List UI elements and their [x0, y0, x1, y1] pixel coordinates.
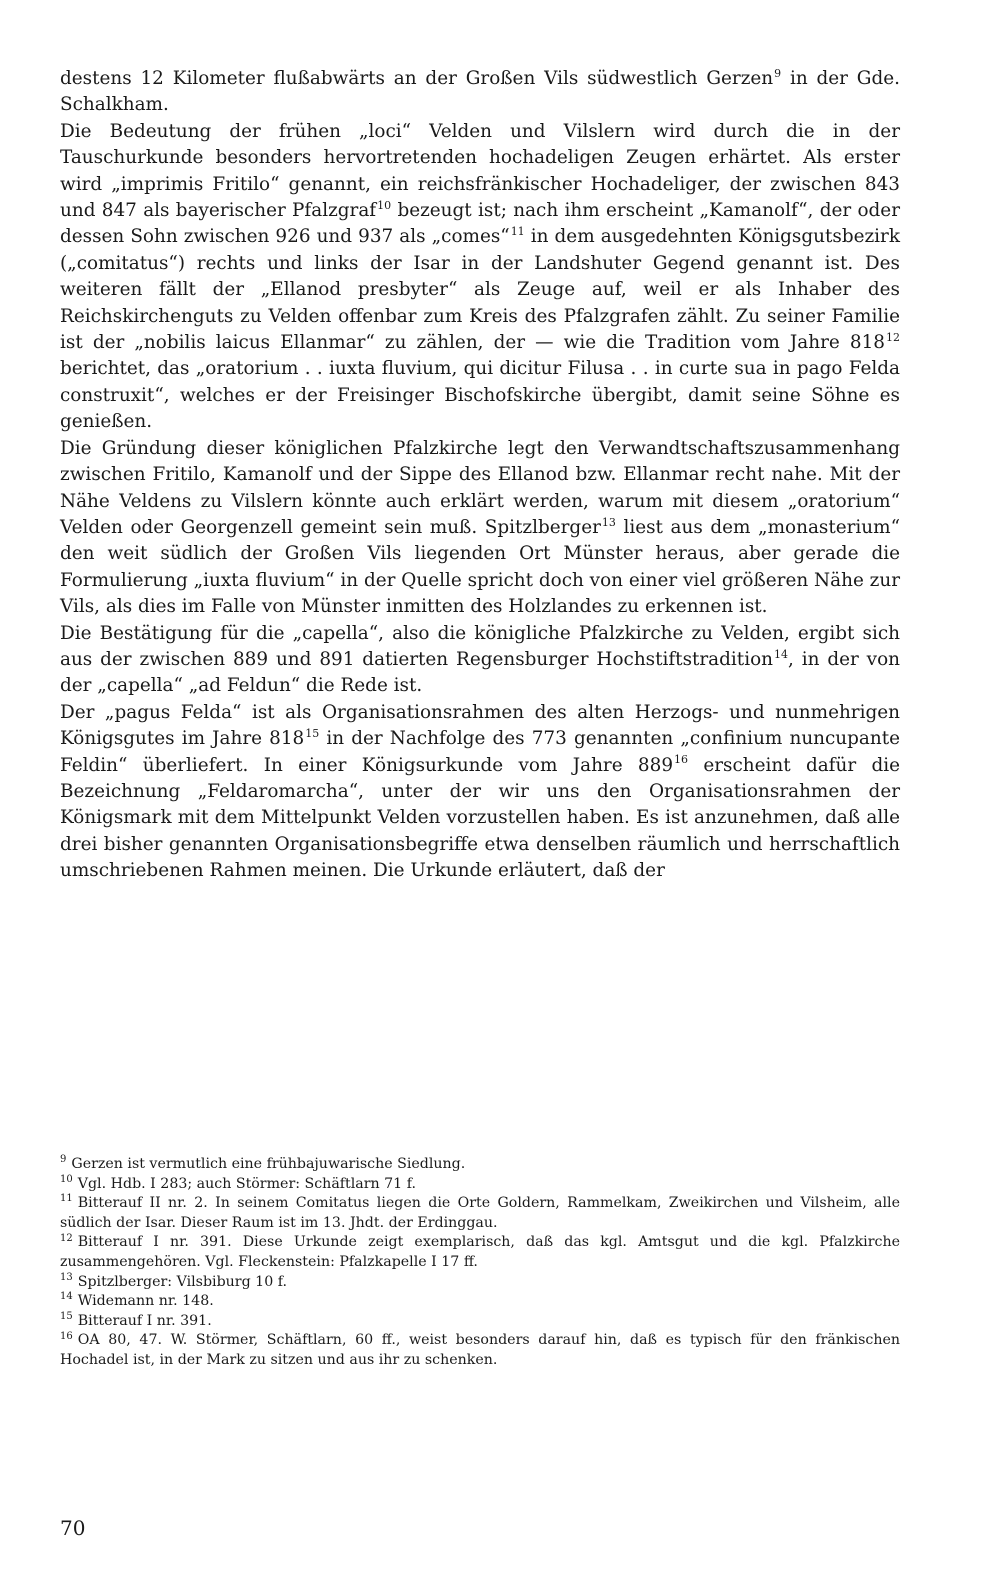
paragraph-text: in dem ausgedehnten Königsgutsbezirk („comitatus“) rechts und links der Isar in der Landshuter Gegend genannt ist. Des weiteren fällt der „Ellanod presbyter“ als Zeuge auf, weil er als Inhaber des Reichskirchenguts zu Velden offenbar zum Kreis des Pfalzgrafen zählt. Zu seiner Familie ist der „nobilis laicus Ellanmar“ zu zählen, der — wie die Tradition vom Jahre 818: [60, 226, 900, 354]
footnote-text: Spitzlberger: Vilsbiburg 10 f.: [77, 1273, 287, 1290]
paragraph-text: destens 12 Kilometer flußabwärts an der Großen Vils südwestlich Gerzen: [60, 68, 774, 89]
paragraph-text: Die Bedeutung der frühen „loci“ Velden und Vilslern wird durch die in der Tauschurkunde besonders hervortretenden hochadeligen Zeugen erhärtet. Als erster wird „imprimis Fritilo“ genannt, ein reichsfränkischer Hochadeliger, der zwischen 843 und 847 als bayerischer Pfalzgraf: [60, 120, 900, 222]
footnote-text: Bitterauf I nr. 391. Diese Urkunde zeigt exemplarisch, daß das kgl. Amtsgut und die kgl. Pfalzkirche zusammengehören. Vgl. Fleckenstein: Pfalzkapelle I 17 ff.: [60, 1234, 900, 1270]
footnote-marker: 15: [305, 727, 320, 741]
footnote: [60, 1233, 900, 1272]
footnote: [60, 1312, 900, 1332]
footnote-text: Widemann nr. 148.: [77, 1293, 214, 1310]
paragraph-text: erscheint dafür die Bezeichnung „Feldaromarcha“, unter der wir uns den Organisationsrahmen der Königsmark mit dem Mittelpunkt Velden vorzustellen haben. Es ist anzunehmen, daß alle drei bisher genannten Organisationsbegriffe etwa denselben räumlich und herrschaftlich umschriebenen Rahmen meinen. Die Urkunde erläutert, daß der: [60, 754, 900, 882]
footnote-number: 10: [60, 1173, 73, 1185]
paragraph-text: Die Bestätigung für die „capella“, also die königliche Pfalzkirche zu Velden, ergibt sich aus der zwischen 889 und 891 datierten Regensburger Hochstiftstradition: [60, 622, 900, 670]
footnote: [60, 1331, 900, 1370]
paragraph-text: Die Gründung dieser königlichen Pfalzkirche legt den Verwandtschaftszusammenhang zwischen Fritilo, Kamanolf und der Sippe des Ellanod bzw. Ellanmar recht nahe. Mit der Nähe Veldens zu Vilslern könnte auch erklärt werden, warum mit diesem „oratorium“ Velden oder Georgenzell gemeint sein muß. Spitzlberger: [60, 437, 900, 538]
body-text: [60, 66, 900, 885]
footnote-marker: 9: [774, 66, 782, 80]
footnote-marker: 12: [886, 330, 900, 344]
paragraph-text: , in der von der „capella“ „ad Feldun“ die Rede ist.: [60, 648, 900, 697]
paragraph: [60, 119, 900, 436]
footnote: [60, 1175, 900, 1195]
paragraph: [60, 621, 900, 700]
paragraph-text: bezeugt ist; nach ihm erscheint „Kamanolf“, der oder dessen Sohn zwischen 926 und 937 als „comes“: [60, 200, 900, 248]
footnote-text: OA 80, 47. W. Störmer, Schäftlarn, 60 ff., weist besonders darauf hin, daß es typisch für den fränkischen Hochadel ist, in der Mark zu sitzen und aus ihr zu schenken.: [60, 1332, 900, 1368]
footnote-number: 15: [60, 1311, 73, 1323]
paragraph-text: Der „pagus Felda“ ist als Organisationsrahmen des alten Herzogs- und nunmehrigen Königsgutes im Jahre 818: [60, 701, 900, 750]
footnote: [60, 1292, 900, 1312]
footnote-text: Vgl. Hdb. I 283; auch Störmer: Schäftlarn 71 f.: [77, 1175, 416, 1192]
footnote-marker: 11: [510, 225, 525, 239]
footnote-number: 9: [60, 1154, 67, 1166]
paragraph: [60, 700, 900, 885]
footnote-text: Gerzen ist vermutlich eine frühbajuwarische Siedlung.: [71, 1156, 466, 1172]
paragraph-text: berichtet, das „oratorium . . iuxta fluvium, qui dicitur Filusa . . in curte sua in pago Felda construxit“, welches er der Freisinger Bischofskirche übergibt, damit seine Söhne es genießen.: [60, 358, 900, 433]
footnote-number: 14: [60, 1291, 73, 1303]
footnote-marker: 14: [774, 647, 788, 661]
footnote-marker: 10: [377, 198, 392, 212]
footnote: [60, 1194, 900, 1233]
paragraph-text: liest aus dem „monasterium“ den weit südlich der Großen Vils liegenden Ort Münster heraus, aber gerade die Formulierung „iuxta fluvium“ in der Quelle spricht doch von einer viel größeren Nähe zur Vils, als dies im Falle von Münster inmitten des Holzlandes zu erkennen ist.: [60, 516, 900, 618]
footnote-number: 16: [60, 1330, 73, 1342]
footnote-number: 11: [60, 1193, 73, 1205]
footnote-marker: 13: [601, 515, 616, 529]
paragraph-text: in der Nachfolge des 773 genannten „confinium nuncupante Feldin“ überliefert. In einer Königsurkunde vom Jahre 889: [60, 728, 901, 776]
footnote-marker: 16: [674, 753, 689, 767]
footnotes: [60, 1155, 900, 1371]
paragraph-text: in der Gde. Schalkham.: [60, 68, 901, 116]
footnote-text: Bitterauf I nr. 391.: [77, 1312, 212, 1329]
paragraph: [60, 436, 900, 621]
footnote-number: 13: [60, 1271, 73, 1283]
footnote-number: 12: [60, 1232, 73, 1244]
footnote: [60, 1155, 900, 1175]
paragraph: [60, 66, 900, 119]
footnote: [60, 1273, 900, 1293]
footnote-text: Bitterauf II nr. 2. In seinem Comitatus liegen die Orte Goldern, Rammelkam, Zweikirchen und Vilsheim, alle südlich der Isar. Dieser Raum ist im 13. Jhdt. der Erdinggau.: [60, 1195, 900, 1231]
page-number: 70: [60, 1516, 86, 1540]
